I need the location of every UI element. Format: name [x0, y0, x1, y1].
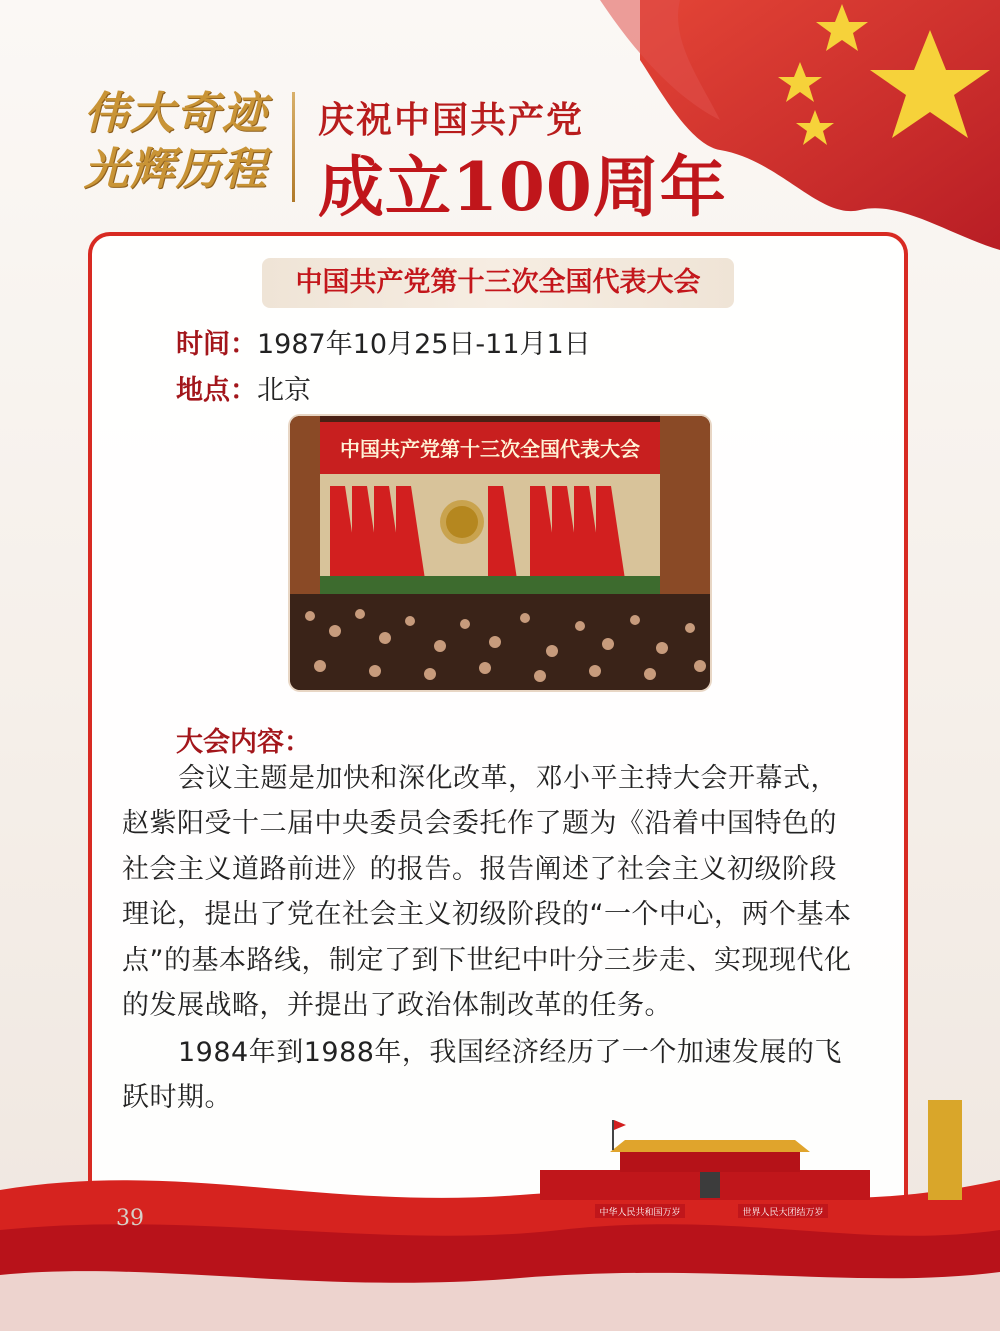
paragraph-2-text: 1984年到1988年，我国经济经历了一个加速发展的飞跃时期。: [122, 1037, 842, 1114]
time-label: 时间：: [176, 329, 257, 360]
card-title-banner: [262, 258, 734, 308]
paragraph-1: [122, 756, 862, 1028]
time-row: [176, 322, 591, 361]
place-row: [176, 368, 311, 407]
header-subtitle: 庆祝中国共产党: [318, 99, 585, 141]
slogan-block: [84, 86, 284, 198]
time-value: 1987年10月25日-11月1日: [257, 329, 591, 360]
place-label: 地点：: [176, 375, 257, 406]
congress-photo: [290, 416, 710, 690]
section-label: 大会内容：: [176, 727, 311, 758]
bottom-decoration: [0, 1100, 1000, 1331]
photo-banner-text: 中国共产党第十三次全国代表大会: [340, 437, 640, 461]
place-value: 北京: [257, 375, 311, 406]
tiananmen-right-slogan: 世界人民大团结万岁: [742, 1208, 824, 1218]
slogan-line-1: 伟大奇迹: [84, 88, 268, 139]
slogan-line-2: 光辉历程: [84, 144, 268, 195]
paragraph-1-text: 会议主题是加快和深化改革，邓小平主持大会开幕式，赵紫阳受十二届中央委员会委托作了题为《沿着中国特色的社会主义道路前进》的报告。报告阐述了社会主义初级阶段理论，提出了党在社会主义初级阶段的“一个中心，两个基本点”的基本路线，制定了到下世纪中叶分三步走、实现现代化的发展战略，并提出了政治体制改革的任务。: [122, 763, 852, 1022]
tiananmen-left-slogan: 中华人民共和国万岁: [599, 1208, 681, 1218]
header-main-title: 成立100周年: [318, 148, 727, 226]
header-divider: [292, 92, 295, 202]
card-title: 中国共产党第十三次全国代表大会: [295, 267, 701, 298]
page-number: 39: [116, 1206, 144, 1231]
